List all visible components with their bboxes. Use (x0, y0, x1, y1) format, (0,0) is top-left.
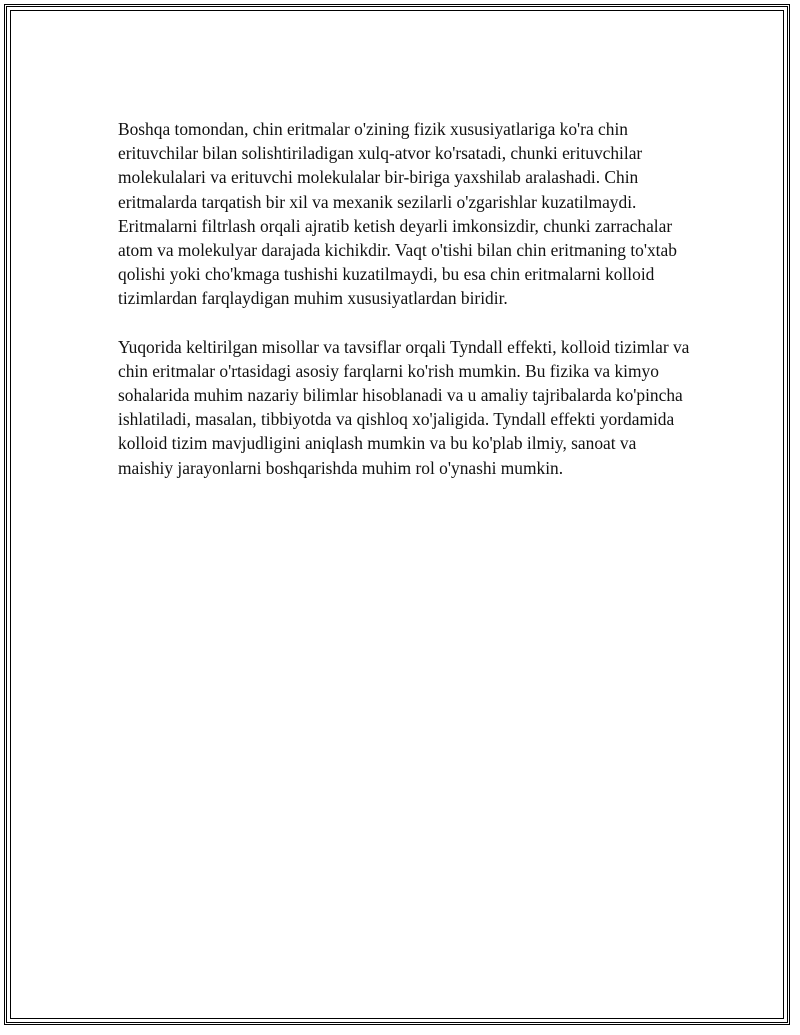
paragraph-1: Boshqa tomondan, chin eritmalar o'zining fizik xususiyatlariga ko'ra chin erituvchilar bilan solishtiriladigan xulq-atvor ko'rsatadi, chunki erituvchilar molekulalari va erituvchi molekulalar bir-biriga yaxshilab aralashadi. Chin eritmalarda tarqatish bir xil va mexanik sezilarli o'zgarishlar kuzatilmaydi. Eritmalarni filtrlash orqali ajratib ketish deyarli imkonsizdir, chunki zarrachalar atom va molekulyar darajada kichikdir. Vaqt o'tishi bilan chin eritmaning to'xtab qolishi yoki cho'kmaga tushishi kuzatilmaydi, bu esa chin eritmalarni kolloid tizimlardan farqlaydigan muhim xususiyatlardan biridir. (118, 119, 677, 309)
paragraph-2: Yuqorida keltirilgan misollar va tavsiflar orqali Tyndall effekti, kolloid tizimlar va chin eritmalar o'rtasidagi asosiy farqlarni ko'rish mumkin. Bu fizika va kimyo sohalarida muhim nazariy bilimlar hisoblanadi va u amaliy tajribalarda ko'pincha ishlatiladi, masalan, tibbiyotda va qishloq xo'jaligida. Tyndall effekti yordamida kolloid tizim mavjudligini aniqlash mumkin va bu ko'plab ilmiy, sanoat va maishiy jarayonlarni boshqarishda muhim rol o'ynashi mumkin. (118, 336, 690, 478)
document-body (118, 117, 693, 504)
